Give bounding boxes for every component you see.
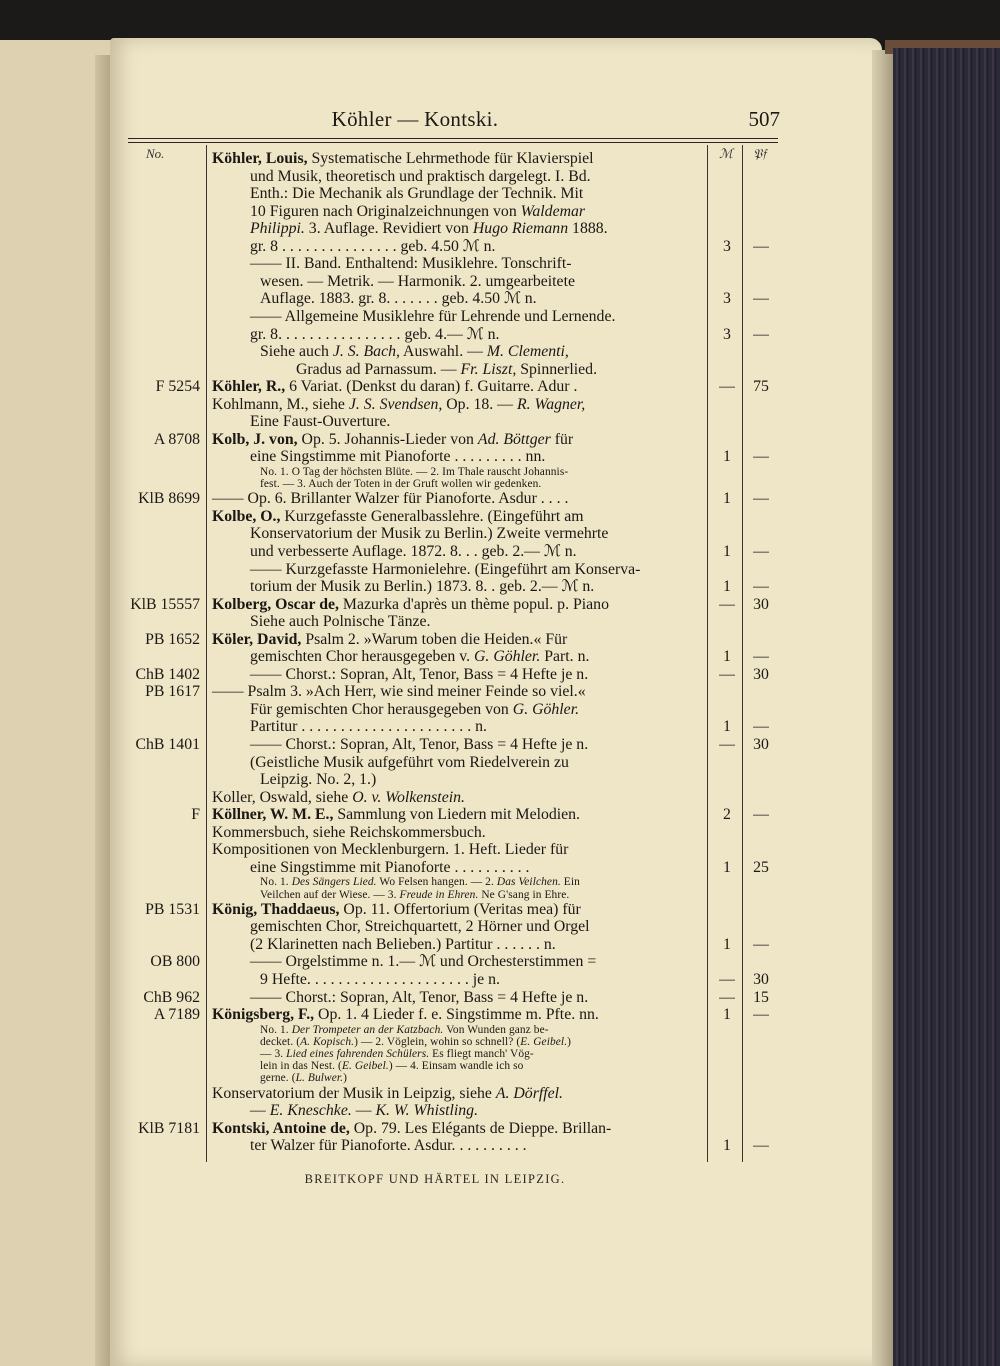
price-pfennig: — <box>753 1006 769 1024</box>
price-mark: — <box>719 736 735 753</box>
entry-text: Kolberg, Oscar de, Mazurka d'après un thème popul. p. Piano <box>212 595 609 613</box>
price-mark: 2 <box>723 806 731 824</box>
catalog-line <box>0 789 780 807</box>
entry-text: und Musik, theoretisch und praktisch dargelegt. I. Bd. <box>250 167 591 185</box>
entry-text: Koller, Oswald, siehe O. v. Wolkenstein. <box>212 788 465 806</box>
catalog-line <box>0 876 780 889</box>
catalog-line <box>0 1120 780 1138</box>
entry-text: Kontski, Antoine de, Op. 79. Les Elégants de Dieppe. Brillan- <box>212 1119 612 1137</box>
price-mark: — <box>719 971 735 988</box>
catalog-number: KlB 7181 <box>138 1119 200 1137</box>
catalog-line <box>0 701 780 719</box>
catalog-line <box>0 754 780 772</box>
catalog-line <box>0 185 780 203</box>
price-pfennig: 30 <box>753 595 769 613</box>
catalog-number: KlB 8699 <box>138 490 200 508</box>
entry-text: König, Thaddaeus, Op. 11. Offertorium (Veritas mea) für <box>212 900 581 918</box>
catalog-number: PB 1652 <box>145 630 200 648</box>
catalog-line <box>0 290 780 308</box>
column-header-pf: 𝔓𝔣 <box>753 146 767 161</box>
entry-text: —— II. Band. Enthaltend: Musiklehre. Tonschrift- <box>250 255 572 273</box>
price-pfennig: — <box>753 237 769 255</box>
entry-text: decket. (A. Kopisch.) — 2. Vöglein, wohin so schnell? (E. Geibel.) <box>260 1035 572 1048</box>
entry-text: Siehe auch J. S. Bach, Auswahl. — M. Clementi, <box>260 343 569 361</box>
entry-text: Kompositionen von Mecklenburgern. 1. Heft. Lieder für <box>212 841 569 859</box>
catalog-line <box>0 1085 780 1103</box>
entry-text: eine Singstimme mit Pianoforte . . . . . . . . . nn. <box>250 448 546 466</box>
entry-text: gr. 8 . . . . . . . . . . . . . . . geb. 4.50 ℳ n. <box>250 237 496 255</box>
price-pfennig: — <box>753 542 769 560</box>
price-mark: — <box>719 378 735 396</box>
catalog-line <box>0 1102 780 1120</box>
entry-text: Auflage. 1883. gr. 8. . . . . . . geb. 4.50 ℳ n. <box>260 290 537 308</box>
running-head: Köhler — Kontski. <box>331 107 499 131</box>
catalog-line <box>0 466 780 479</box>
catalog-number: A 7189 <box>153 1006 200 1024</box>
catalog-line <box>0 666 780 684</box>
page-number: 507 <box>748 107 780 131</box>
catalog-line <box>0 936 780 954</box>
price-mark: 1 <box>723 542 731 560</box>
catalog-line <box>0 771 780 789</box>
catalog-line <box>0 889 780 902</box>
entry-text: No. 1. Der Trompeter an der Katzbach. Von Wunden ganz be- <box>260 1023 549 1036</box>
price-pfennig: — <box>753 578 769 596</box>
price-pfennig: — <box>753 935 769 953</box>
catalog-number: F 5254 <box>155 378 200 396</box>
price-pfennig: — <box>753 448 769 466</box>
price-mark: 1 <box>723 578 731 596</box>
catalog-line <box>0 841 780 859</box>
entry-text: —— Orgelstimme n. 1.— ℳ und Orchesterstimmen = <box>250 953 597 971</box>
entry-text: —— Allgemeine Musiklehre für Lehrende und Lernende. <box>250 307 616 325</box>
catalog-line <box>0 378 780 396</box>
catalog-number: KlB 15557 <box>130 595 200 613</box>
entry-text: — 3. Lied eines fahrenden Schülers. Es fliegt manch' Vög- <box>260 1048 534 1061</box>
column-header-mark: ℳ <box>719 146 733 161</box>
entry-text: Konservatorium der Musik zu Berlin.) Zweite vermehrte <box>250 525 609 543</box>
entry-text: Konservatorium der Musik in Leipzig, siehe A. Dörffel. <box>212 1084 563 1102</box>
entry-text: Kommersbuch, siehe Reichskommersbuch. <box>212 823 486 841</box>
price-mark: 3 <box>723 290 731 308</box>
entry-text: No. 1. O Tag der höchsten Blüte. — 2. Im Thale rauscht Johannis- <box>260 465 569 478</box>
catalog-line <box>0 343 780 361</box>
entry-text: — E. Kneschke. — K. W. Whistling. <box>250 1102 479 1120</box>
entry-text: eine Singstimme mit Pianoforte . . . . . . . . . . <box>250 858 530 876</box>
catalog-line <box>0 1036 780 1049</box>
price-pfennig: — <box>753 718 769 736</box>
entry-text: 9 Hefte. . . . . . . . . . . . . . . . . . . . . je n. <box>260 971 500 988</box>
catalog-line <box>0 1048 780 1061</box>
price-mark: 1 <box>723 448 731 466</box>
entry-text: No. 1. Des Sängers Lied. Wo Felsen hangen. — 2. Das Veilchen. Ein <box>260 876 580 889</box>
entry-text: Partitur . . . . . . . . . . . . . . . . . . . . . . n. <box>250 718 487 736</box>
catalog-line <box>0 953 780 971</box>
book-cover <box>893 48 1000 1366</box>
entry-text: fest. — 3. Auch der Toten in der Gruft wollen wir gedenken. <box>260 478 542 491</box>
publisher-footer: BREITKOPF UND HÄRTEL IN LEIPZIG. <box>304 1172 566 1186</box>
column-header-no: No. <box>146 146 165 161</box>
catalog-number: A 8708 <box>153 430 200 448</box>
entry-text: —— Kurzgefasste Harmonielehre. (Eingeführt am Konserva- <box>250 560 641 578</box>
catalog-line <box>0 203 780 221</box>
price-pfennig: — <box>753 648 769 666</box>
price-mark: 1 <box>723 718 731 736</box>
entry-text: lein in das Nest. (E. Geibel.) — 4. Einsam wandle ich so <box>260 1060 524 1073</box>
catalog-number: F <box>191 806 200 824</box>
entry-text: Köler, David, Psalm 2. »Warum toben die Heiden.« Für <box>212 630 568 648</box>
entry-text: gr. 8. . . . . . . . . . . . . . . . geb. 4.— ℳ n. <box>250 325 500 343</box>
entry-text: gemischten Chor herausgegeben v. G. Göhler. Part. n. <box>250 648 590 666</box>
catalog-line <box>0 918 780 936</box>
price-pfennig: — <box>753 325 769 343</box>
catalog-line <box>0 273 780 291</box>
entry-text: 10 Figuren nach Originalzeichnungen von Waldemar <box>250 202 586 220</box>
price-mark: 1 <box>723 1137 731 1155</box>
catalog-line <box>0 901 780 919</box>
entry-text: Leipzig. No. 2, 1.) <box>260 771 377 789</box>
price-pfennig: 25 <box>753 858 769 876</box>
price-mark: 3 <box>723 237 731 255</box>
catalog-line <box>0 238 780 256</box>
catalog-line <box>0 431 780 449</box>
price-pfennig: 15 <box>753 988 769 1006</box>
entry-text: (2 Klarinetten nach Belieben.) Partitur . . . . . . n. <box>250 935 556 953</box>
entry-text: Eine Faust-Ouverture. <box>250 413 391 431</box>
entry-text: wesen. — Metrik. — Harmonik. 2. umgearbeitete <box>260 272 575 290</box>
price-mark: 1 <box>723 935 731 953</box>
catalog-number: ChB 1402 <box>135 665 200 683</box>
catalog-line <box>0 806 780 824</box>
entry-text: Kolbe, O., Kurzgefasste Generalbasslehre. (Eingeführt am <box>212 507 584 525</box>
catalog-line <box>0 150 780 168</box>
price-mark: — <box>719 595 735 613</box>
price-mark: — <box>719 988 735 1006</box>
catalog-number: ChB 962 <box>143 988 200 1006</box>
catalog-line <box>0 971 780 989</box>
catalog-line <box>0 596 780 614</box>
catalog-number: ChB 1401 <box>135 736 200 753</box>
catalog-line <box>0 1072 780 1085</box>
price-mark: — <box>719 665 735 683</box>
catalog-line <box>0 220 780 238</box>
catalog-line <box>0 683 780 701</box>
price-pfennig: — <box>753 490 769 508</box>
price-pfennig: 75 <box>753 378 769 396</box>
entry-text: und verbesserte Auflage. 1872. 8. . . geb. 2.— ℳ n. <box>250 542 577 560</box>
price-pfennig: — <box>753 1137 769 1155</box>
price-pfennig: — <box>753 290 769 308</box>
price-mark: 3 <box>723 325 731 343</box>
catalog-line <box>0 255 780 273</box>
catalog-line <box>0 613 780 631</box>
entry-text: (Geistliche Musik aufgeführt vom Riedelverein zu <box>250 753 569 771</box>
catalog-line <box>0 631 780 649</box>
entry-text: —— Chorst.: Sopran, Alt, Tenor, Bass = 4 Hefte je n. <box>250 665 589 683</box>
entry-text: Gradus ad Parnassum. — Fr. Liszt, Spinnerlied. <box>296 360 598 378</box>
entry-text: —— Psalm 3. »Ach Herr, wie sind meiner Feinde so viel.« <box>212 683 586 701</box>
price-mark: 1 <box>723 490 731 508</box>
entry-text: Für gemischten Chor herausgegeben von G. Göhler. <box>250 700 580 718</box>
price-pfennig: 30 <box>753 736 769 753</box>
entry-text: Enth.: Die Mechanik als Grundlage der Technik. Mit <box>250 185 584 203</box>
entry-text: Kolb, J. von, Op. 5. Johannis-Lieder von Ad. Böttger für <box>212 430 574 448</box>
entry-text: Veilchen auf der Wiese. — 3. Freude in Ehren. Ne G'sang in Ehre. <box>260 888 570 901</box>
catalog-line <box>0 1137 780 1155</box>
catalog-number: PB 1617 <box>145 683 200 701</box>
entry-text: ter Walzer für Pianoforte. Asdur. . . . . . . . . . <box>250 1137 527 1155</box>
entry-text: —— Op. 6. Brillanter Walzer für Pianoforte. Asdur . . . . <box>212 490 569 508</box>
catalog-line <box>0 561 780 579</box>
catalog-line <box>0 1024 780 1037</box>
catalog-line <box>0 989 780 1007</box>
price-pfennig: 30 <box>753 665 769 683</box>
entry-text: Köhler, Louis, Systematische Lehrmethode für Klavierspiel <box>212 150 594 167</box>
catalog-line <box>0 736 780 754</box>
price-mark: 1 <box>723 648 731 666</box>
entry-text: —— Chorst.: Sopran, Alt, Tenor, Bass = 4 Hefte je n. <box>250 736 589 753</box>
catalog-line <box>0 308 780 326</box>
price-pfennig: 30 <box>753 971 769 988</box>
catalog-line <box>0 824 780 842</box>
entry-text: Köllner, W. M. E., Sammlung von Liedern mit Melodien. <box>212 806 581 824</box>
entry-text: gerne. (L. Bulwer.) <box>260 1072 348 1085</box>
catalog-line <box>0 543 780 561</box>
catalog-line <box>0 1060 780 1073</box>
entry-text: Philippi. 3. Auflage. Revidiert von Hugo Riemann 1888. <box>250 220 608 238</box>
entry-text: gemischten Chor, Streichquartett, 2 Hörner und Orgel <box>250 918 590 936</box>
price-mark: 1 <box>723 858 731 876</box>
catalog-line <box>0 361 780 379</box>
catalog-number: OB 800 <box>150 953 200 971</box>
catalog-line <box>0 448 780 466</box>
catalog-line <box>0 859 780 877</box>
entry-text: —— Chorst.: Sopran, Alt, Tenor, Bass = 4 Hefte je n. <box>250 988 589 1006</box>
catalog-line <box>0 718 780 736</box>
catalog-line <box>0 478 780 491</box>
entry-text: Köhler, R., 6 Variat. (Denkst du daran) f. Guitarre. Adur . <box>212 378 578 396</box>
header-rule-bottom <box>128 142 778 143</box>
entry-text: Königsberg, F., Op. 1. 4 Lieder f. e. Singstimme m. Pfte. nn. <box>212 1006 599 1024</box>
catalog-number: PB 1531 <box>145 900 200 918</box>
price-pfennig: — <box>753 806 769 824</box>
entry-text: Siehe auch Polnische Tänze. <box>250 613 431 631</box>
catalog-line <box>0 326 780 344</box>
catalog-line <box>0 396 780 414</box>
catalog-line <box>0 490 780 508</box>
price-mark: 1 <box>723 1006 731 1024</box>
catalog-line <box>0 578 780 596</box>
catalog-line <box>0 525 780 543</box>
entry-text: torium der Musik zu Berlin.) 1873. 8. . geb. 2.— ℳ n. <box>250 578 595 596</box>
catalog-line <box>0 168 780 186</box>
catalog-line <box>0 413 780 431</box>
catalog-line <box>0 648 780 666</box>
entry-text: Kohlmann, M., siehe J. S. Svendsen, Op. 18. — R. Wagner, <box>212 395 586 413</box>
catalog-line <box>0 508 780 526</box>
header-rule-top <box>128 138 778 139</box>
catalog-line <box>0 1006 780 1024</box>
